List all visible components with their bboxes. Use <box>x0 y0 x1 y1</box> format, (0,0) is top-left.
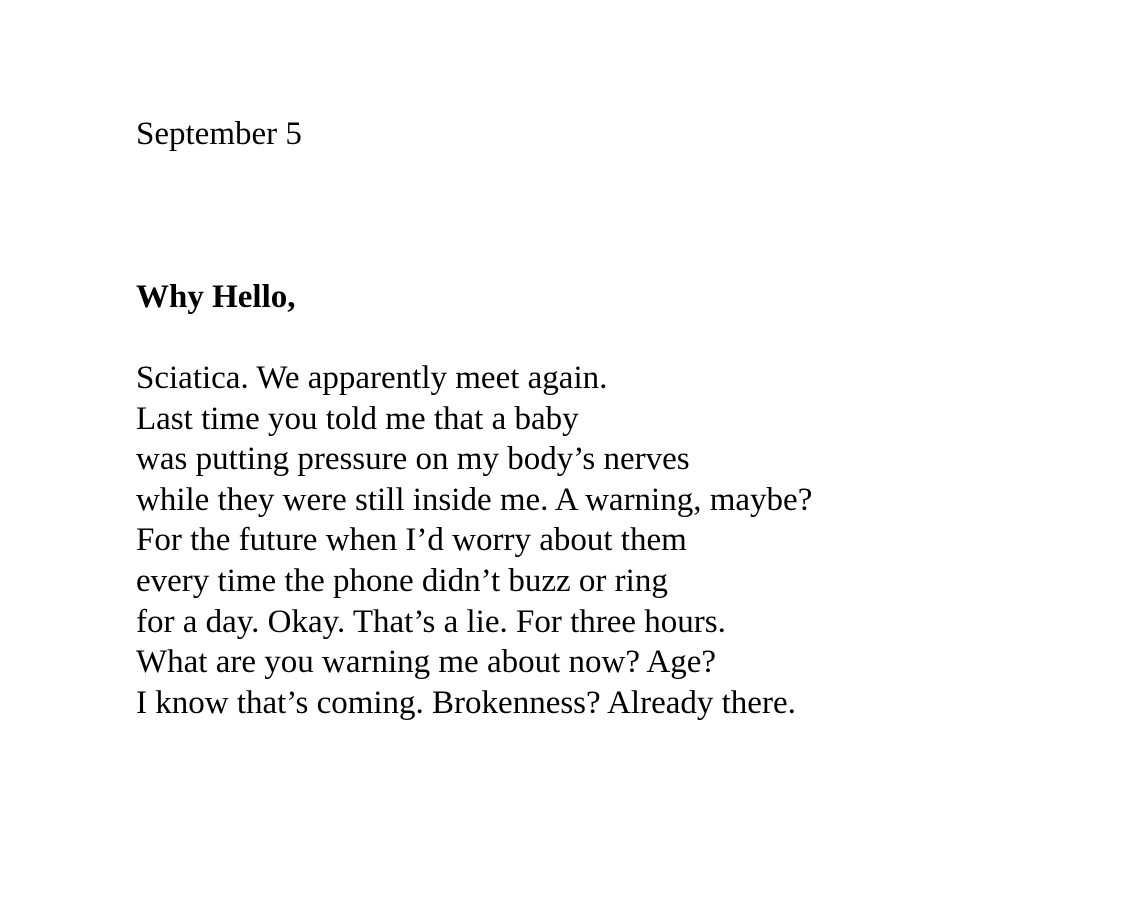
poem-line: I know that’s coming. Brokenness? Already there. <box>136 684 796 721</box>
date-heading: September 5 <box>136 116 302 152</box>
poem-body <box>136 358 1096 723</box>
poem-line: What are you warning me about now? Age? <box>136 644 717 681</box>
poem-line: Last time you told me that a baby <box>136 400 579 437</box>
poem-title: Why Hello, <box>136 279 296 315</box>
poem-line: every time the phone didn’t buzz or ring <box>136 562 668 599</box>
poem-line: Sciatica. We apparently meet again. <box>136 360 608 396</box>
poem-line: was putting pressure on my body’s nerves <box>136 441 690 478</box>
poem-line: For the future when I’d worry about them <box>136 522 687 559</box>
poem-line: for a day. Okay. That’s a lie. For three hours. <box>136 603 726 640</box>
poem-line: while they were still inside me. A warning, maybe? <box>136 481 813 518</box>
